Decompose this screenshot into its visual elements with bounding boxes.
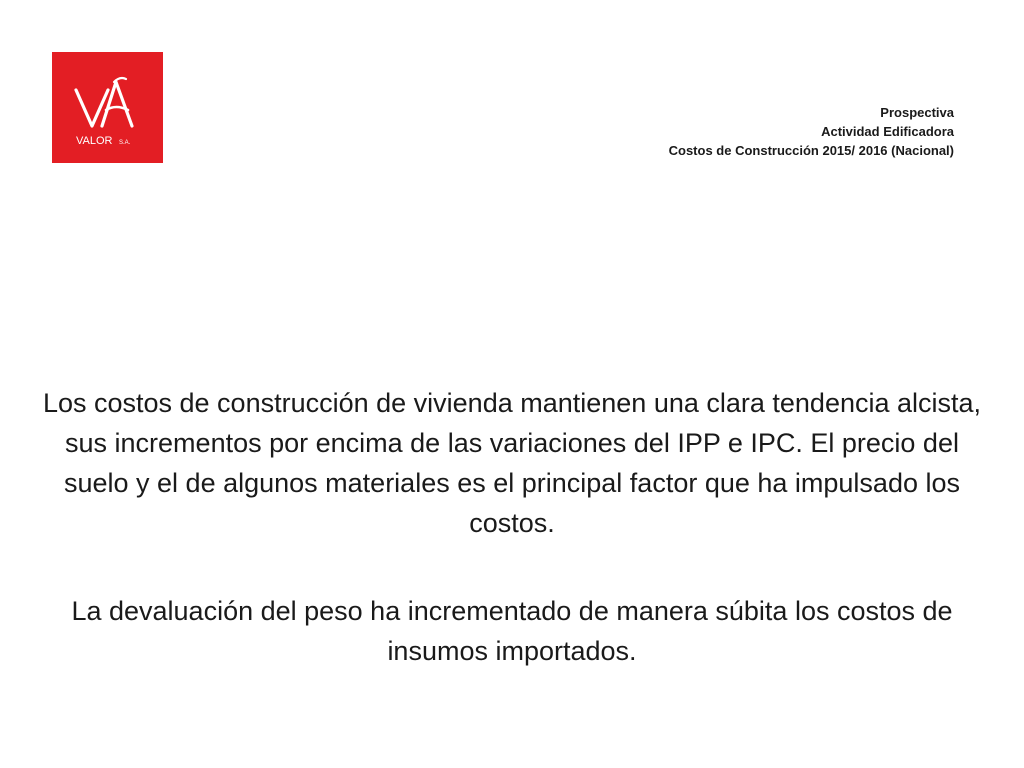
logo-brand-text: VALOR	[76, 135, 113, 147]
logo-suffix-text: S.A.	[119, 140, 131, 146]
slide-header	[669, 103, 954, 160]
header-line-1: Prospectiva	[880, 105, 954, 120]
body-paragraph-1: Los costos de construcción de vivienda mantienen una clara tendencia alcista, sus incrementos por encima de las variaciones del IPP e IPC. El precio del suelo y el de algunos materiales es el principal factor que ha impulsado los costos.	[42, 388, 982, 538]
valor-logo-mark	[52, 52, 163, 163]
valor-logo	[52, 52, 163, 163]
slide-body	[40, 383, 984, 719]
header-line-2: Actividad Edificadora	[821, 124, 954, 139]
body-paragraph-2: La devaluación del peso ha incrementado de manera súbita los costos de insumos importados.	[71, 596, 953, 666]
header-line-3: Costos de Construcción 2015/ 2016 (Nacional)	[668, 143, 954, 158]
